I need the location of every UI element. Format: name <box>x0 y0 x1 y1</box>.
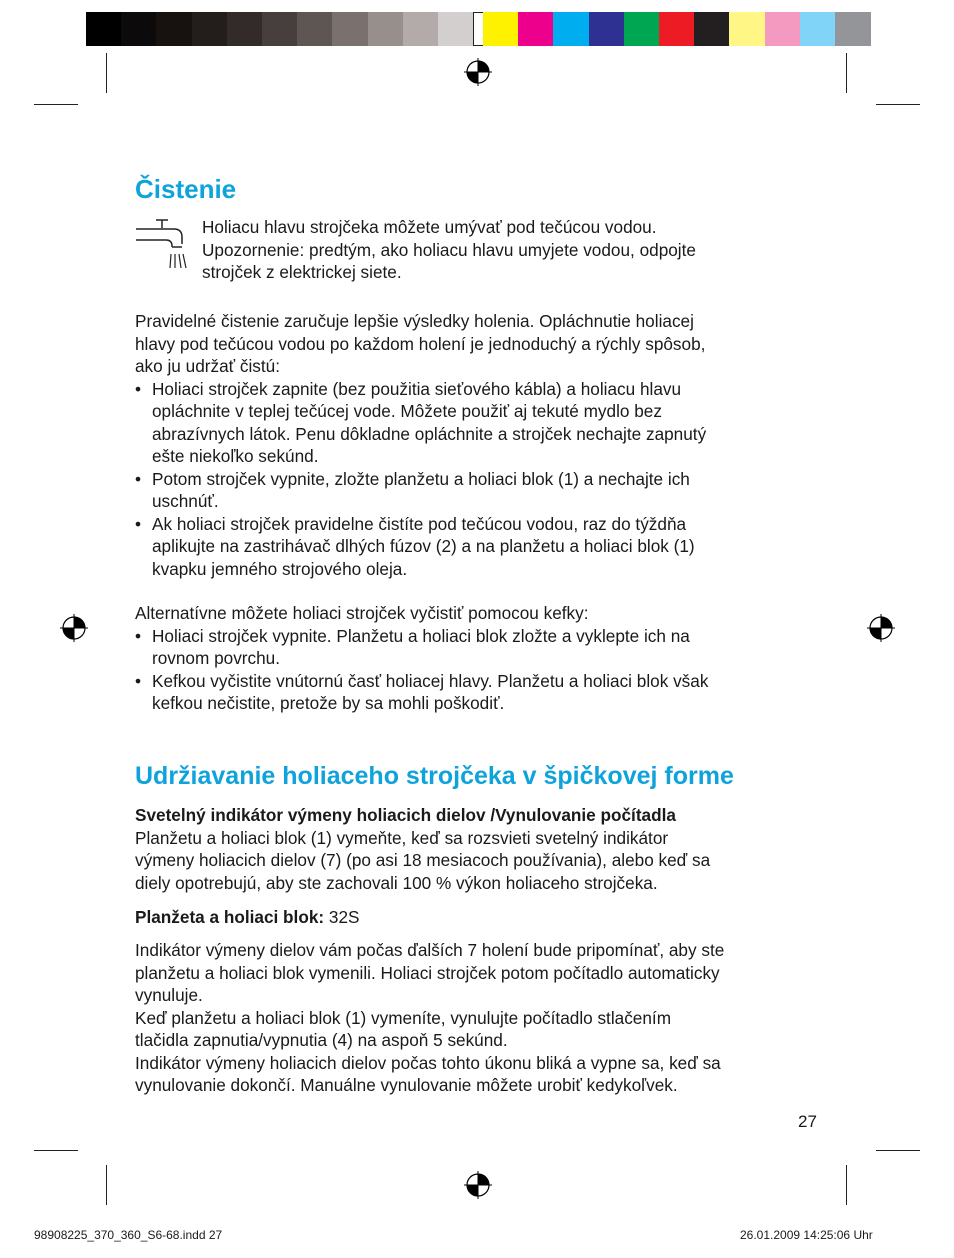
section-title-maintenance: Udržiavanie holiaceho strojčeka v špičkovej forme <box>135 762 734 790</box>
footer-file: 98908225_370_360_S6-68.indd 27 <box>34 1228 223 1242</box>
color-swatch <box>624 12 660 46</box>
part-label: Planžeta a holiaci blok: <box>135 907 325 927</box>
registration-mark-icon <box>464 58 492 86</box>
list-item: • Holiaci strojček vypnite. Planžetu a holiaci blok zložte a vyklepte ich na rovnom povrchu. <box>135 625 825 670</box>
gray-swatch <box>121 12 157 46</box>
gray-swatch <box>403 12 439 46</box>
color-swatch <box>553 12 589 46</box>
reset-instructions: Indikátor výmeny dielov vám počas ďalších 7 holení bude pripomínať, aby ste planžetu a holiaci blok vymenili. Holiaci strojček potom počítadlo automaticky vynuluje. Keď planžetu a holiaci blok (1) vymeníte, vynulujte počítadlo stlačením tlačidla zapnutia/vypnutia (4) na aspoň 5 sekúnd. Indikátor výmeny holiacich dielov počas tohto úkonu bliká a vypne sa, keď sa vynulovanie dokončí. Manuálne vynulovanie môžete urobiť kedykoľvek. <box>135 940 725 1095</box>
subheading: Svetelný indikátor výmeny holiacich dielov /Vynulovanie počítadla <box>135 805 676 825</box>
section-title-cleaning: Čistenie <box>135 174 237 204</box>
gray-swatch <box>86 12 122 46</box>
part-value: 32S <box>328 907 360 927</box>
gray-swatch <box>297 12 333 46</box>
footer-date: 26.01.2009 14:25:06 Uhr <box>740 1228 873 1242</box>
registration-mark-icon <box>867 614 895 642</box>
gray-swatch <box>262 12 298 46</box>
list-item: • Holiaci strojček zapnite (bez použitia sieťového kábla) a holiacu hlavu opláchnite v teplej tečúcej vode. Môžete použiť aj tekuté mydlo bez abrazívnych látok. Penu dôkladne opláchnite a strojček nechajte zapnutý ešte niekoľko sekúnd. <box>135 378 825 468</box>
gray-swatch <box>227 12 263 46</box>
color-swatch <box>518 12 554 46</box>
color-swatch <box>483 12 519 46</box>
color-swatch <box>765 12 801 46</box>
page-number: 27 <box>798 1112 817 1131</box>
gray-swatch <box>192 12 228 46</box>
gray-swatch <box>368 12 404 46</box>
color-swatch <box>694 12 730 46</box>
color-swatch <box>835 12 871 46</box>
registration-mark-icon <box>464 1171 492 1199</box>
color-swatch <box>659 12 695 46</box>
color-swatch <box>729 12 765 46</box>
water-tap-icon <box>134 218 190 270</box>
maintenance-body: Svetelný indikátor výmeny holiacich dielov /Vynulovanie počítadla Planžetu a holiaci blok (1) vymeňte, keď sa rozsvieti svetelný indikátor výmeny holiacich dielov (7) (po asi 18 mesiacoch používania), alebo keď sa diely opotrebujú, aby ste zachovali 100 % výkon holiaceho strojčeka. <box>135 804 825 894</box>
intro-text: Holiacu hlavu strojčeka môžete umývať pod tečúcou vodou. Upozornenie: predtým, ako holiacu hlavu umyjete vodou, odpojte strojček z elektrickej siete. <box>202 217 696 282</box>
color-swatch <box>589 12 625 46</box>
color-swatch <box>800 12 836 46</box>
registration-mark-icon <box>60 614 88 642</box>
brush-cleaning: Alternatívne môžete holiaci strojček vyčistiť pomocou kefky: • Holiaci strojček vypnite. Planžetu a holiaci blok zložte a vyklepte ich na rovnom povrchu. • Kefkou vyčistite vnútornú časť holiacej hlavy. Planžetu a holiaci blok však kefkou nečistite, pretože by sa mohli poškodiť. <box>135 602 825 715</box>
list-item: • Potom strojček vypnite, zložte planžetu a holiaci blok (1) a nechajte ich uschnúť. <box>135 468 825 513</box>
gray-swatch <box>156 12 192 46</box>
list-item: • Ak holiaci strojček pravidelne čistíte pod tečúcou vodou, raz do týždňa aplikujte na zastrihávač dlhých fúzov (2) a na planžetu a holiaci blok (1) kvapku jemného strojového oleja. <box>135 513 825 581</box>
gray-swatch <box>438 12 474 46</box>
part-number <box>135 906 825 929</box>
gray-swatch <box>332 12 368 46</box>
cleaning-body: Pravidelné čistenie zaručuje lepšie výsledky holenia. Opláchnutie holiacej hlavy pod tečúcou vodou po každom holení je jednoduchý a rýchly spôsob, ako ju udržať čistú: • Holiaci strojček zapnite (bez použitia sieťového kábla) a holiacu hlavu opláchnite v teplej tečúcej vode. Môžete použiť aj tekuté mydlo bez abrazívnych látok. Penu dôkladne opláchnite a strojček nechajte zapnutý ešte niekoľko sekúnd. • Potom strojček vypnite, zložte planžetu a holiaci blok (1) a nechajte ich uschnúť. • Ak holiaci strojček pravidelne čistíte pod tečúcou vodou, raz do týždňa aplikujte na zastrihávač dlhých fúzov (2) a na planžetu a holiaci blok (1) kvapku jemného strojového oleja. <box>135 310 825 580</box>
list-item: • Kefkou vyčistite vnútornú časť holiacej hlavy. Planžetu a holiaci blok však kefkou nečistite, pretože by sa mohli poškodiť. <box>135 670 825 715</box>
